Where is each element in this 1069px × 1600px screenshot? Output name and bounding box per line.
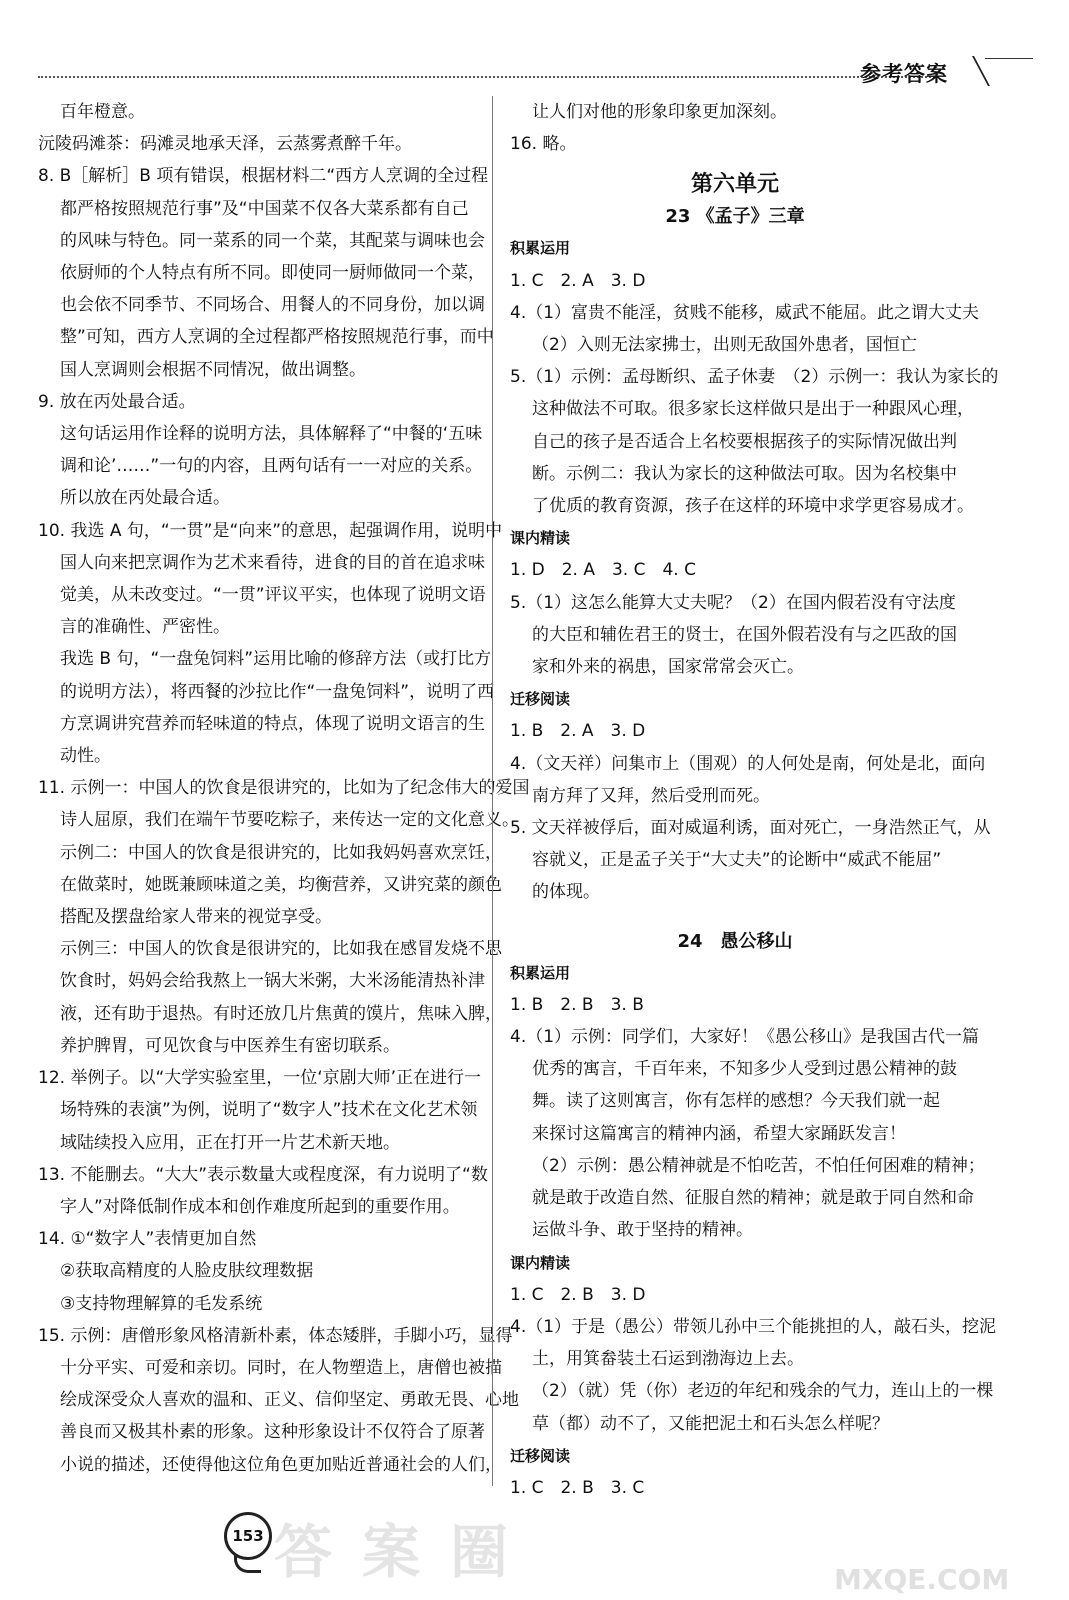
answer-line: 百年橙意。 — [60, 102, 145, 122]
answer-line: 字人”对降低制作成本和创作难度所起到的重要作用。 — [60, 1196, 460, 1217]
answer-line: 1. B 2. B 3. B — [510, 994, 644, 1015]
running-header: 参考答案 — [860, 62, 948, 86]
answer-line: 9. 放在丙处最合适。 — [38, 391, 196, 412]
answer-line: 十分平实、可爱和亲切。同时，在人物塑造上，唐僧也被描 — [60, 1357, 502, 1378]
answer-line: 就是敢于改造自然、征服自然的精神；就是敢于同自然和命 — [532, 1188, 974, 1209]
answer-line: 觉美，从未改变过。“一贯”评议平实，也体现了说明文语 — [60, 585, 486, 606]
answer-line: 绘成深受众人喜欢的温和、正义、信仰坚定、勇敢无畏、心地 — [60, 1390, 519, 1411]
answer-line: 国人烹调则会根据不同情况，做出调整。 — [60, 359, 366, 380]
answer-line: 1. C 2. A 3. D — [510, 270, 646, 291]
section-heading: 迁移阅读 — [510, 1446, 571, 1465]
answer-line: 都严格按照规范行事”及“中国菜不仅各大菜系都有自己 — [60, 198, 469, 219]
answer-line: 这种做法不可取。很多家长这样做只是出于一种跟风心理， — [532, 399, 974, 420]
section-heading: 积累运用 — [510, 239, 571, 258]
answer-line: 的风味与特色。同一菜系的同一个菜，其配菜与调味也会 — [60, 230, 485, 251]
answer-line: （2）示例：愚公精神就是不怕吃苦，不怕任何困难的精神； — [532, 1155, 985, 1176]
answer-line: 优秀的寓言，千百年来，不知多少人受到过愚公精神的鼓 — [532, 1059, 957, 1080]
answer-line: 4.（1）富贵不能淫，贫贱不能移，威武不能屈。此之谓大丈夫 — [510, 302, 980, 323]
answer-line: 8. B［解析］B 项有错误，根据材料二“西方人烹调的全过程 — [38, 166, 489, 187]
answer-line: 来探讨这篇寓言的精神内涵，希望大家踊跃发言！ — [532, 1123, 906, 1144]
section-heading: 迁移阅读 — [510, 690, 571, 709]
answer-line: 1. C 2. B 3. C — [510, 1477, 645, 1498]
header-slash-ornament — [956, 56, 990, 86]
answer-line: （2）（就）凭（你）老迈的年纪和残余的气力，连山上的一棵 — [532, 1381, 994, 1402]
answer-line: 饮食时，妈妈会给我熬上一锅大米粥，大米汤能清热补津 — [60, 971, 485, 992]
answer-line: 这句话运用作诠释的说明方法，具体解释了“中餐的‘五味 — [60, 424, 483, 445]
answer-line: 整”可知，西方人烹调的全过程都严格按照规范行事，而中 — [60, 327, 494, 348]
answer-line: 的体现。 — [532, 882, 600, 903]
answer-line: 了优质的教育资源，孩子在这样的环境中求学更容易成才。 — [532, 496, 974, 517]
answer-line: ②获取高精度的人脸皮肤纹理数据 — [60, 1261, 314, 1282]
header-rule — [38, 76, 938, 78]
answer-line: 5. 文天祥被俘后，面对威逼利诱，面对死亡，一身浩然正气，从 — [510, 818, 991, 839]
answer-line: 所以放在丙处最合适。 — [60, 488, 230, 509]
answer-line: 言的准确性、严密性。 — [60, 617, 230, 638]
section-heading: 课内精读 — [510, 1253, 571, 1272]
answer-line: 1. D 2. A 3. C 4. C — [510, 560, 696, 581]
answer-line: 我选 B 句，“一盘兔饲料”运用比喻的修辞方法（或打比方 — [60, 649, 492, 670]
right-column — [510, 96, 999, 1504]
answer-line: 断。示例二：我认为家长的这种做法可取。因为名校集中 — [532, 463, 957, 484]
answer-line: 示例二：中国人的饮食是很讲究的，比如我妈妈喜欢烹饪， — [60, 842, 502, 863]
answer-line: 土，用箕畚装土石运到渤海边上去。 — [532, 1349, 804, 1370]
column-divider — [492, 96, 493, 1486]
answer-line: 依厨师的个人特点有所不同。即使同一厨师做同一个菜， — [60, 263, 485, 284]
answer-line: 容就义，正是孟子关于“大丈夫”的论断中“威武不能屈” — [532, 850, 942, 871]
answer-line: 自己的孩子是否适合上名校要根据孩子的实际情况做出判 — [532, 431, 957, 452]
answer-line: 善良而又极其朴素的形象。这种形象设计不仅符合了原著 — [60, 1422, 485, 1443]
answer-line: 的大臣和辅佐君王的贤士，在国外假若没有与之匹敌的国 — [532, 624, 957, 645]
answer-line: 调和论’……”一句的内容，且两句话有一一对应的关系。 — [60, 456, 483, 477]
answer-line: 让人们对他的形象印象更加深刻。 — [532, 102, 787, 122]
answer-line: 运做斗争、敢于坚持的精神。 — [532, 1220, 753, 1241]
answer-line: 场特殊的表演”为例，说明了“数字人”技术在文化艺术领 — [60, 1100, 478, 1121]
answer-line: 1. B 2. A 3. D — [510, 721, 646, 742]
section-heading: 课内精读 — [510, 529, 571, 548]
header-ornament-line — [985, 58, 1033, 59]
answer-line: 示例三：中国人的饮食是很讲究的，比如我在感冒发烧不思 — [60, 939, 502, 960]
answer-line: 养护脾胃，可见饮食与中医养生有密切联系。 — [60, 1035, 400, 1056]
answer-line: 域陆续投入应用，正在打开一片艺术新天地。 — [60, 1132, 400, 1153]
answer-line: 12. 举例子。以“大学实验室里，一位‘京剧大师’正在进行一 — [38, 1068, 482, 1089]
answer-line: 液，还有助于退热。有时还放几片焦黄的馍片，焦味入脾， — [60, 1003, 502, 1024]
answer-line: ③支持物理解算的毛发系统 — [60, 1293, 263, 1314]
answer-line: 5.（1）示例：孟母断织、孟子休妻 （2）示例一：我认为家长的 — [510, 367, 999, 388]
section-heading: 积累运用 — [510, 963, 571, 982]
left-column — [38, 96, 530, 1481]
answer-line: 的说明方法），将西餐的沙拉比作“一盘兔饲料”，说明了西 — [60, 681, 495, 702]
answer-line: 小说的描述，还使得他这位角色更加贴近普通社会的人们， — [60, 1454, 502, 1475]
answer-line: 10. 我选 A 句，“一贯”是“向来”的意思，起强调作用，说明中 — [38, 520, 503, 541]
lesson-title: 24 愚公移山 — [677, 930, 793, 952]
answer-line: 14. ①“数字人”表情更加自然 — [38, 1229, 257, 1250]
answer-line: 南方拜了又拜，然后受刑而死。 — [532, 785, 770, 806]
answer-line: 4.（1）示例：同学们，大家好！《愚公移山》是我国古代一篇 — [510, 1027, 980, 1048]
answer-line: 草（都）动不了，又能把泥土和石头怎么样呢？ — [532, 1413, 889, 1434]
answer-line: 15. 示例：唐僧形象风格清新朴素，体态矮胖，手脚小巧，显得 — [38, 1325, 513, 1346]
answer-line: 方烹调讲究营养而轻味道的特点，体现了说明文语言的生 — [60, 713, 485, 734]
answer-line: 11. 示例一：中国人的饮食是很讲究的，比如为了纪念伟大的爱国 — [38, 778, 530, 799]
answer-line: 16. 略。 — [510, 134, 577, 155]
answer-line: 国人向来把烹调作为艺术来看待，进食的目的首在追求味 — [60, 552, 485, 573]
answer-line: 沅陵码滩茶：码滩灵地承天泽，云蒸雾煮醉千年。 — [38, 134, 412, 155]
answer-line: 搭配及摆盘给家人带来的视觉享受。 — [60, 907, 332, 928]
answer-line: （2）入则无法家拂士，出则无敌国外患者，国恒亡 — [532, 335, 917, 356]
answer-line: 舞。读了这则寓言，你有怎样的感想？今天我们就一起 — [532, 1091, 940, 1112]
answer-line: 诗人屈原，我们在端午节要吃粽子，来传达一定的文化意义。 — [60, 810, 519, 831]
answer-line: 13. 不能删去。“大大”表示数量大或程度深，有力说明了“数 — [38, 1164, 488, 1185]
unit-title: 第六单元 — [690, 172, 779, 198]
answer-line: 在做菜时，她既兼顾味道之美，均衡营养，又讲究菜的颜色 — [60, 874, 502, 895]
answer-line: 5.（1）这怎么能算大丈夫呢？（2）在国内假若没有守法度 — [510, 592, 956, 613]
answer-line: 1. C 2. B 3. D — [510, 1284, 646, 1305]
watermark-url: MXQE.COM — [834, 1563, 1010, 1596]
page-number: 153 — [224, 1512, 272, 1560]
answer-line: 也会依不同季节、不同场合、用餐人的不同身份，加以调 — [60, 295, 485, 316]
watermark-logo-text: 答案圈 — [274, 1518, 539, 1586]
answer-line: 家和外来的祸患，国家常常会灭亡。 — [532, 657, 804, 678]
answer-line: 4.（文天祥）问集市上（围观）的人何处是南，何处是北，面向 — [510, 753, 986, 774]
answer-line: 动性。 — [60, 746, 111, 767]
answer-line: 4.（1）于是（愚公）带领儿孙中三个能挑担的人，敲石头，挖泥 — [510, 1316, 997, 1337]
lesson-title: 23 《孟子》三章 — [665, 206, 805, 228]
watermark — [274, 1505, 1034, 1595]
